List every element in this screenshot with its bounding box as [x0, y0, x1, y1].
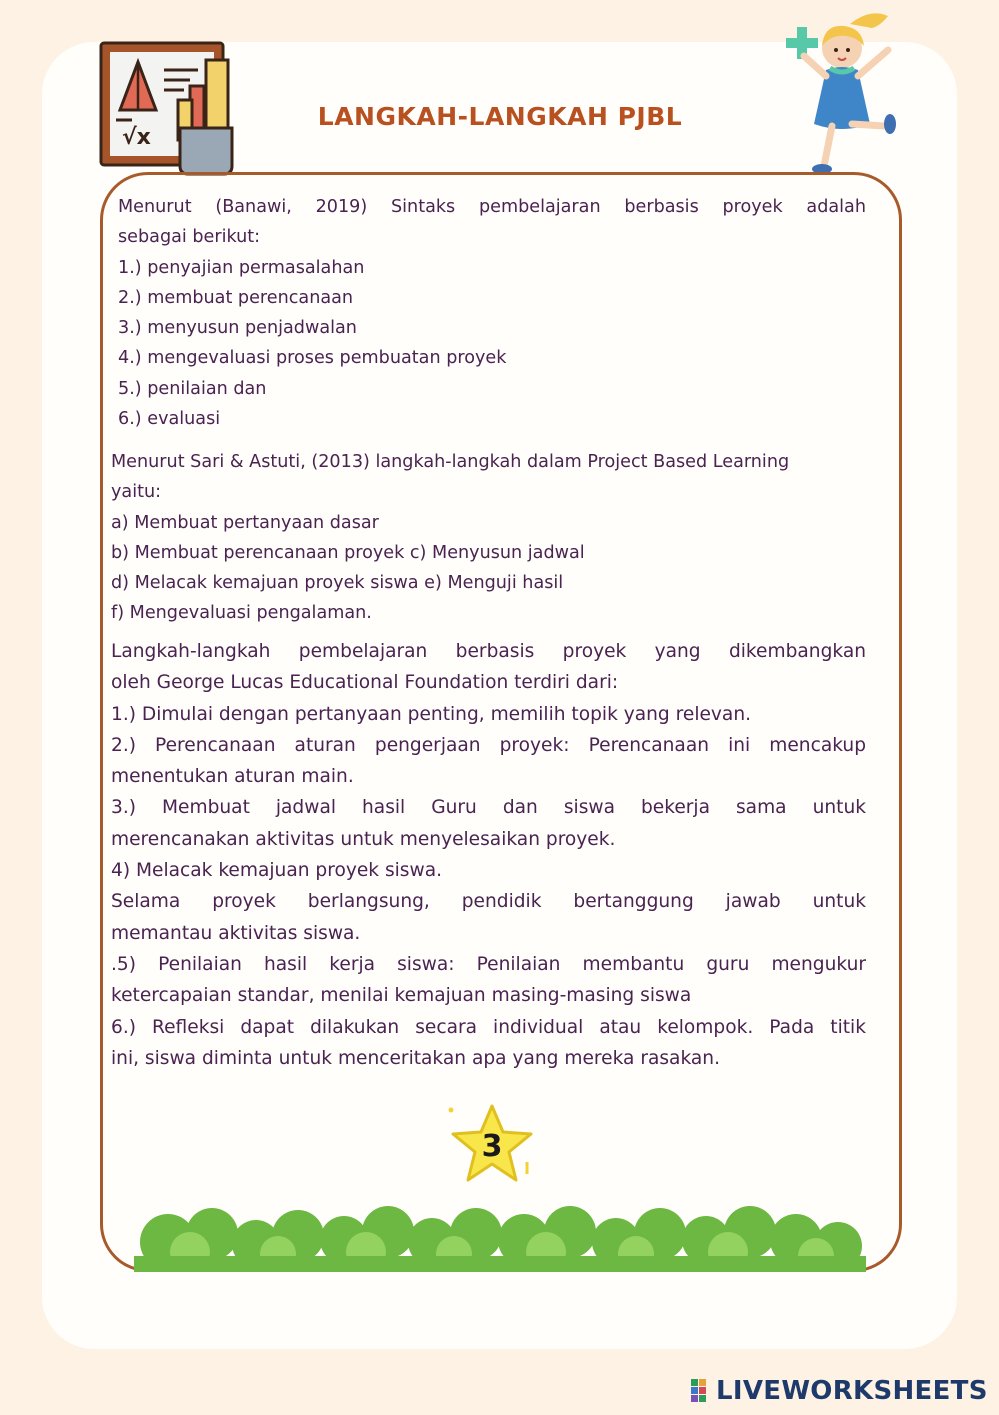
- section-george-lucas: [111, 636, 866, 1074]
- text-line: Selama proyek berlangsung, pendidik bertanggung jawab untuk: [111, 891, 866, 913]
- list-item: 3.) menyusun penjadwalan: [118, 318, 357, 339]
- list-item: .5) Penilaian hasil kerja siswa: Penilaian membantu guru mengukur: [111, 953, 866, 975]
- text-line: ketercapaian standar, menilai kemajuan masing-masing siswa: [111, 985, 692, 1007]
- list-item: 5.) penilaian dan: [118, 378, 267, 399]
- list-item: 6.) evaluasi: [118, 409, 221, 430]
- text-line: oleh George Lucas Educational Foundation terdiri dari:: [111, 672, 619, 694]
- list-item: 2.) Perencanaan aturan pengerjaan proyek: Perencanaan ini mencakup: [111, 734, 866, 756]
- math-tools-icon: [98, 40, 238, 178]
- bushes-decoration: [120, 1190, 880, 1272]
- section-sari-astuti: [111, 447, 873, 629]
- text-line: merencanakan aktivitas untuk menyelesaikan proyek.: [111, 828, 616, 850]
- list-item: f) Mengevaluasi pengalaman.: [111, 603, 372, 624]
- list-item: 2.) membuat perencanaan: [118, 287, 354, 308]
- svg-text:√x: √x: [122, 125, 151, 150]
- liveworksheets-logo-icon: [690, 1378, 716, 1404]
- text-line: ini, siswa diminta untuk menceritakan apa yang mereka rasakan.: [111, 1047, 720, 1069]
- section-banawi: [118, 192, 866, 434]
- brand-name: LIVEWORKSHEETS: [716, 1376, 988, 1406]
- text-line: menentukan aturan main.: [111, 766, 354, 788]
- list-item: 6.) Refleksi dapat dilakukan secara individual atau kelompok. Pada titik: [111, 1016, 866, 1038]
- page-number-badge: [447, 1100, 537, 1186]
- text-line: yaitu:: [111, 482, 162, 503]
- text-line: sebagai berikut:: [118, 227, 261, 248]
- list-item: a) Membuat pertanyaan dasar: [111, 512, 379, 533]
- page-number: 3: [481, 1129, 503, 1164]
- text-line: Menurut (Banawi, 2019) Sintaks pembelajaran berbasis proyek adalah: [118, 197, 866, 217]
- list-item: 4.) mengevaluasi proses pembuatan proyek: [118, 348, 507, 369]
- page-title: LANGKAH-LANGKAH PJBL: [317, 102, 683, 131]
- list-item: 4) Melacak kemajuan proyek siswa.: [111, 860, 443, 882]
- list-item: d) Melacak kemajuan proyek siswa e) Menguji hasil: [111, 573, 564, 594]
- girl-illustration: [780, 6, 905, 178]
- list-item: b) Membuat perencanaan proyek c) Menyusun jadwal: [111, 542, 585, 563]
- text-line: Menurut Sari & Astuti, (2013) langkah-langkah dalam Project Based Learning: [111, 452, 790, 472]
- list-item: 1.) penyajian permasalahan: [118, 257, 365, 278]
- list-item: 1.) Dimulai dengan pertanyaan penting, memilih topik yang relevan.: [111, 703, 752, 725]
- text-line: Langkah-langkah pembelajaran berbasis proyek yang dikembangkan: [111, 641, 866, 662]
- list-item: 3.) Membuat jadwal hasil Guru dan siswa bekerja sama untuk: [111, 797, 866, 819]
- text-line: memantau aktivitas siswa.: [111, 922, 361, 944]
- liveworksheets-brand: [690, 1376, 988, 1406]
